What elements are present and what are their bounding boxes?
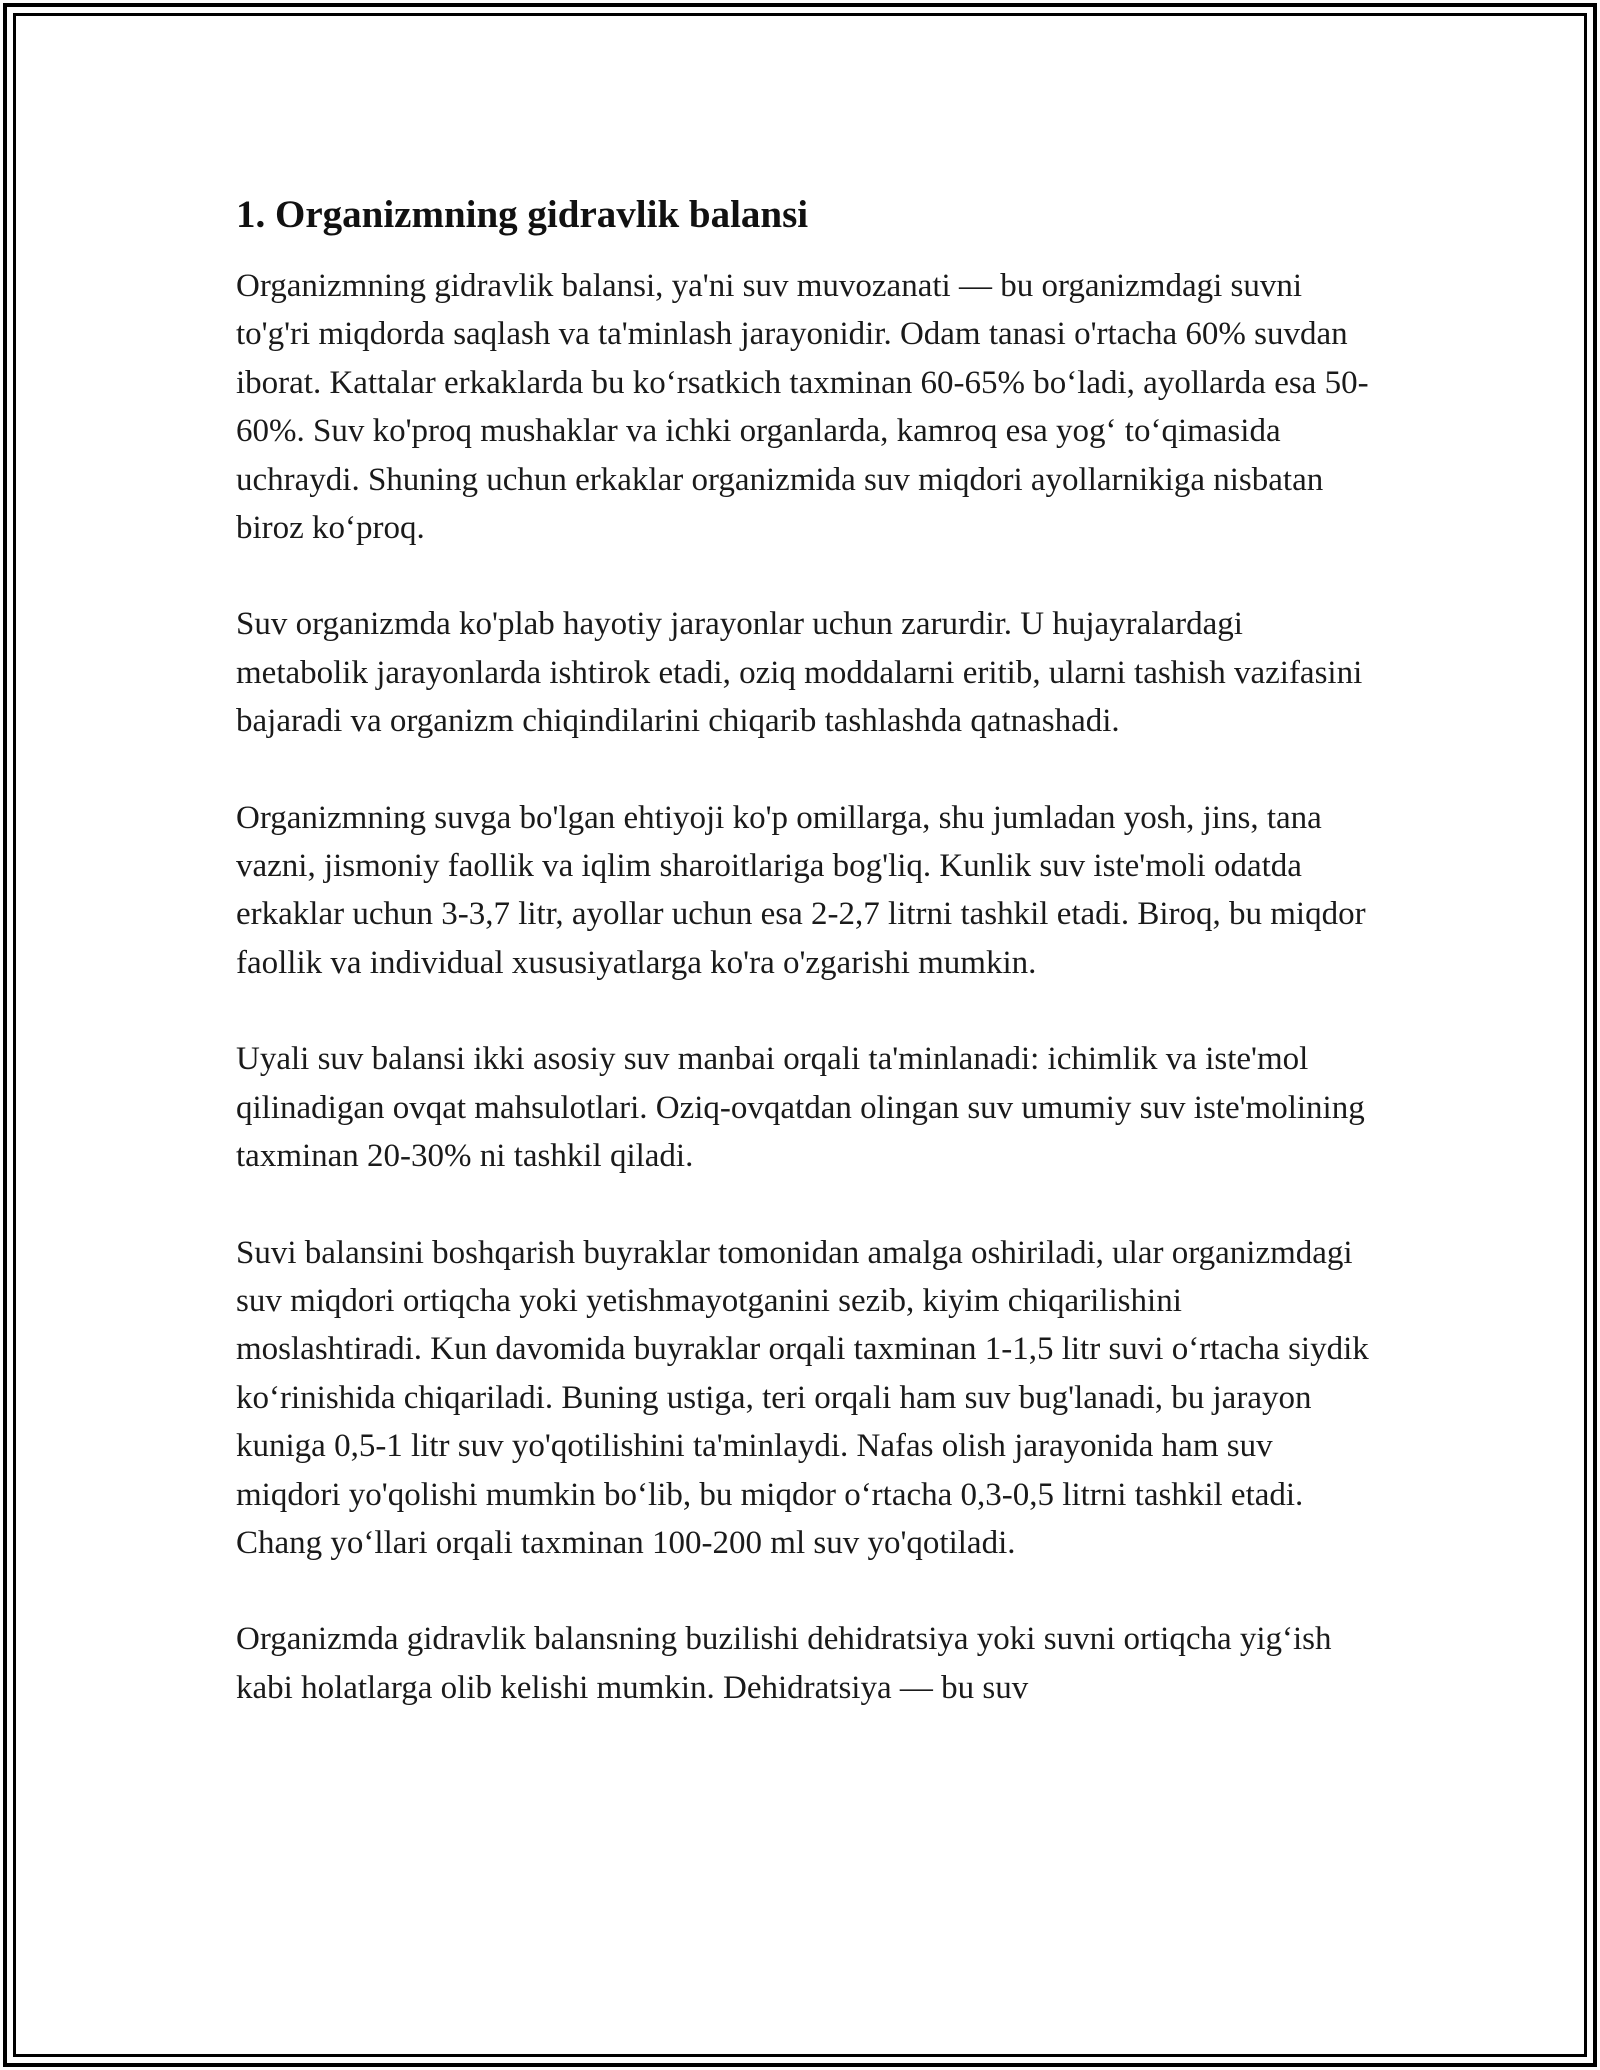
paragraph-5: Suvi balansini boshqarish buyraklar tomonidan amalga oshiriladi, ular organizmdagi suv miqdori ortiqcha yoki yetishmayotganini sezib, kiyim chiqarilishini moslashtiradi. Kun davomida buyraklar orqali taxminan 1-1,5 litr suvi oʻrtacha siydik koʻrinishida chiqariladi. Buning ustiga, teri orqali ham suv bug'lanadi, bu jarayon kuniga 0,5-1 litr suv yo'qotilishini ta'minlaydi. Nafas olish jarayonida ham suv miqdori yo'qolishi mumkin boʻlib, bu miqdor oʻrtacha 0,3-0,5 litrni tashkil etadi. Chang yoʻllari orqali taxminan 100-200 ml suv yo'qotiladi. xyxy=(236,1234,1369,1561)
paragraph-3: Organizmning suvga bo'lgan ehtiyoji ko'p omillarga, shu jumladan yosh, jins, tana vazni, jismoniy faollik va iqlim sharoitlariga bog'liq. Kunlik suv iste'moli odatda erkaklar uchun 3-3,7 litr, ayollar uchun esa 2-2,7 litrni tashkil etadi. Biroq, bu miqdor faollik va individual xususiyatlarga ko'ra o'zgarishi mumkin. xyxy=(236,799,1366,981)
paragraph-6: Organizmda gidravlik balansning buzilishi dehidratsiya yoki suvni ortiqcha yigʻish kabi holatlarga olib kelishi mumkin. Dehidratsiya — bu suv xyxy=(236,1621,1332,1706)
paragraph-2: Suv organizmda ko'plab hayotiy jarayonlar uchun zarurdir. U hujayralardagi metabolik jarayonlarda ishtirok etadi, oziq moddalarni eritib, ularni tashish vazifasini bajaradi va organizm chiqindilarini chiqarib tashlashda qatnashadi. xyxy=(236,606,1363,740)
paragraph-4: Uyali suv balansi ikki asosiy suv manbai orqali ta'minlanadi: ichimlik va iste'mol qilinadigan ovqat mahsulotlari. Oziq-ovqatdan olingan suv umumiy suv iste'molining taxminan 20-30% ni tashkil qiladi. xyxy=(236,1041,1365,1175)
document-body xyxy=(236,186,1371,1760)
section-heading: 1. Organizmning gidravlik balansi xyxy=(236,193,809,236)
paragraph-1: Organizmning gidravlik balansi, ya'ni suv muvozanati — bu organizmdagi suvni to'g'ri miqdorda saqlash va ta'minlash jarayonidir. Odam tanasi o'rtacha 60% suvdan iborat. Kattalar erkaklarda bu koʻrsatkich taxminan 60-65% boʻladi, ayollarda esa 50-60%. Suv ko'proq mushaklar va ichki organlarda, kamroq esa yogʻ toʻqimasida uchraydi. Shuning uchun erkaklar organizmida suv miqdori ayollarnikiga nisbatan biroz koʻproq. xyxy=(236,268,1369,547)
